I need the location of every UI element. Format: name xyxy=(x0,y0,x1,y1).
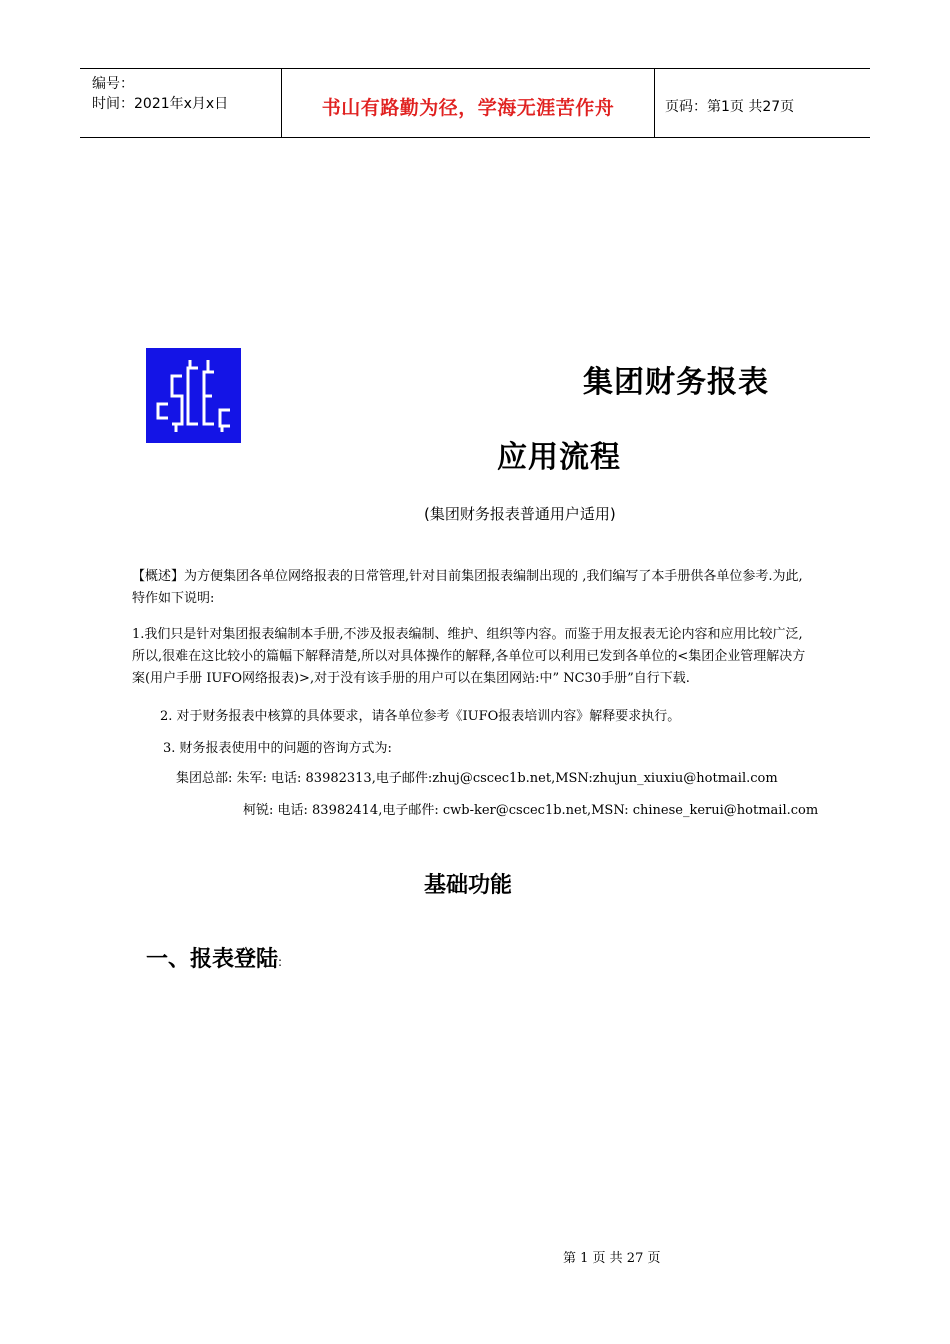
header-table xyxy=(80,68,870,138)
section-title: 基础功能 xyxy=(424,873,513,898)
document-number-label: 编号： xyxy=(92,76,134,92)
header-page-code: 页码：第1页 共27页 xyxy=(665,99,795,115)
page-footer: 第 1 页 共 27 页 xyxy=(563,1251,661,1266)
heading-report-login xyxy=(146,942,282,973)
document-time-label: 时间：2021年x月x日 xyxy=(92,96,229,112)
header-motto-cell xyxy=(281,69,655,137)
item-1-paragraph: 1.我们只是针对集团报表编制本手册,不涉及报表编制、维护、组织等内容。而鉴于用友报表无论内容和应用比较广泛,所以,很难在这比较小的篇幅下解释清楚,所以对具体操作的解释,各单位可以利用已发到各单位的<集团企业管理解决方案(用户手册 IUFO网络报表)>,对于没有该手册的用户可以在集团网站:中” NC30手册”自行下载. xyxy=(132,627,806,686)
contact-line-2: 柯锐: 电话: 83982414,电子邮件: cwb-ker@cscec1b.net,MSN: chinese_kerui@hotmail.com xyxy=(243,803,819,818)
heading-report-login-text: 一、报表登陆 xyxy=(146,947,279,972)
document-title-line2: 应用流程 xyxy=(497,440,621,475)
item-2-paragraph: 2. 对于财务报表中核算的具体要求，请各单位参考《IUFO报表培训内容》解释要求执行。 xyxy=(160,709,681,724)
document-subtitle: (集团财务报表普通用户适用) xyxy=(424,505,616,523)
svg-text:cSCEc: cSCEc xyxy=(191,440,195,441)
overview-paragraph: 【概述】为方便集团各单位网络报表的日常管理,针对目前集团报表编制出现的 ,我们编写了本手册供各单位参考.为此,特作如下说明: xyxy=(132,569,803,606)
header-motto: 书山有路勤为径，学海无涯苦作舟 xyxy=(321,97,615,119)
heading-colon: : xyxy=(278,955,283,969)
document-title-line1: 集团财务报表 xyxy=(583,365,769,400)
item-3-paragraph: 3. 财务报表使用中的问题的咨询方式为: xyxy=(163,741,392,756)
cscec-logo-icon xyxy=(146,348,241,443)
contact-line-1: 集团总部: 朱军: 电话: 83982313,电子邮件:zhuj@cscec1b.net,MSN:zhujun_xiuxiu@hotmail.com xyxy=(176,771,778,786)
